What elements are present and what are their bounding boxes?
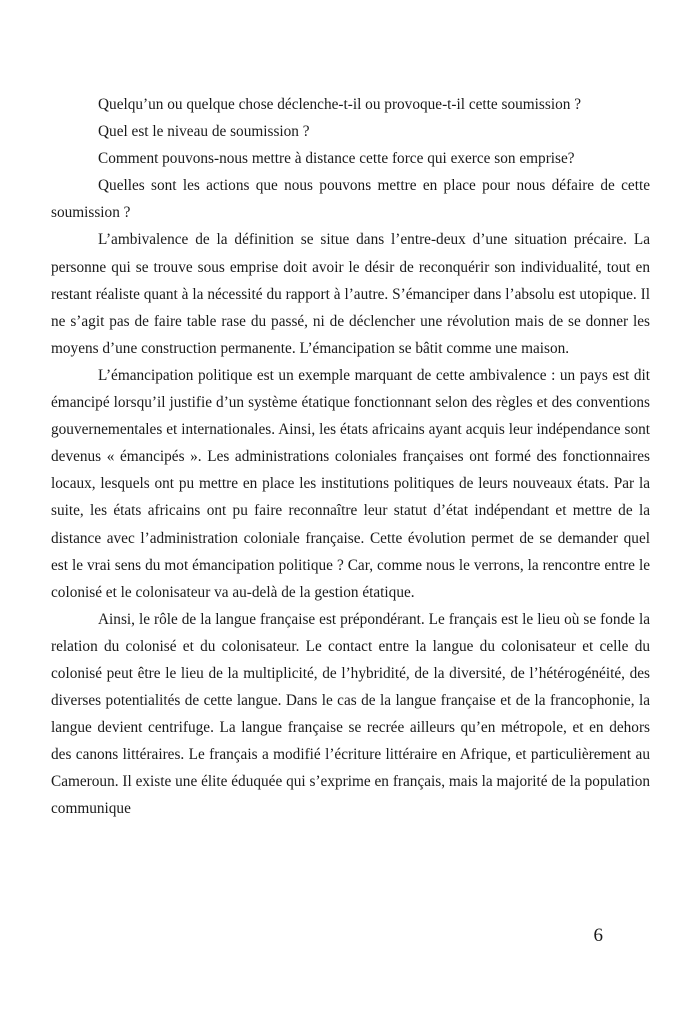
paragraph-question-4: Quelles sont les actions que nous pouvons mettre en place pour nous défaire de cette soumission ?: [51, 177, 650, 222]
body-text: [51, 91, 650, 823]
paragraph-political-emancipation: L’émancipation politique est un exemple marquant de cette ambivalence : un pays est dit émancipé lorsqu’il justifie d’un système étatique fonctionnant selon des règles et des conventions gouvernementales et internationales. Ainsi, les états africains ayant acquis leur indépendance sont devenus « émancipés ». Les administrations coloniales françaises ont formé des fonctionnaires locaux, lesquels ont pu mettre en place les institutions politiques de leurs nouveaux états. Par la suite, les états africains ont pu faire reconnaître leur statut d’état indépendant et mettre de la distance avec l’administration coloniale française. Cette évolution permet de se demander quel est le vrai sens du mot émancipation politique ? Car, comme nous le verrons, la rencontre entre le colonisé et le colonisateur va au-delà de la gestion étatique.: [51, 366, 650, 601]
paragraph-question-2: Quel est le niveau de soumission ?: [98, 123, 310, 141]
paragraph-question-1: Quelqu’un ou quelque chose déclenche-t-il ou provoque-t-il cette soumission ?: [98, 96, 581, 113]
page-number: 6: [593, 925, 603, 946]
paragraph-ambivalence: L’ambivalence de la définition se situe dans l’entre-deux d’une situation précaire. La personne qui se trouve sous emprise doit avoir le désir de reconquérir son individualité, tout en restant réaliste quant à la nécessité du rapport à l’autre. S’émanciper dans l’absolu est utopique. Il ne s’agit pas de faire table rase du passé, ni de déclencher une révolution mais de se donner les moyens d’une construction permanente. L’émancipation se bâtit comme une maison.: [51, 231, 650, 357]
paragraph-french-language: Ainsi, le rôle de la langue française est prépondérant. Le français est le lieu où se fonde la relation du colonisé et du colonisateur. Le contact entre la langue du colonisateur et celle du colonisé peut être le lieu de la multiplicité, de l’hybridité, de la diversité, de l’hétérogénéité, des diverses potentialités de cette langue. Dans le cas de la langue française et de la francophonie, la langue devient centrifuge. La langue française se recrée ailleurs qu’en métropole, et en dehors des canons littéraires. Le français a modifié l’écriture littéraire en Afrique, et particulièrement au Cameroun. Il existe une élite éduquée qui s’exprime en français, mais la majorité de la population communique: [51, 610, 650, 818]
paragraph-question-3: Comment pouvons-nous mettre à distance cette force qui exerce son emprise?: [98, 150, 575, 168]
